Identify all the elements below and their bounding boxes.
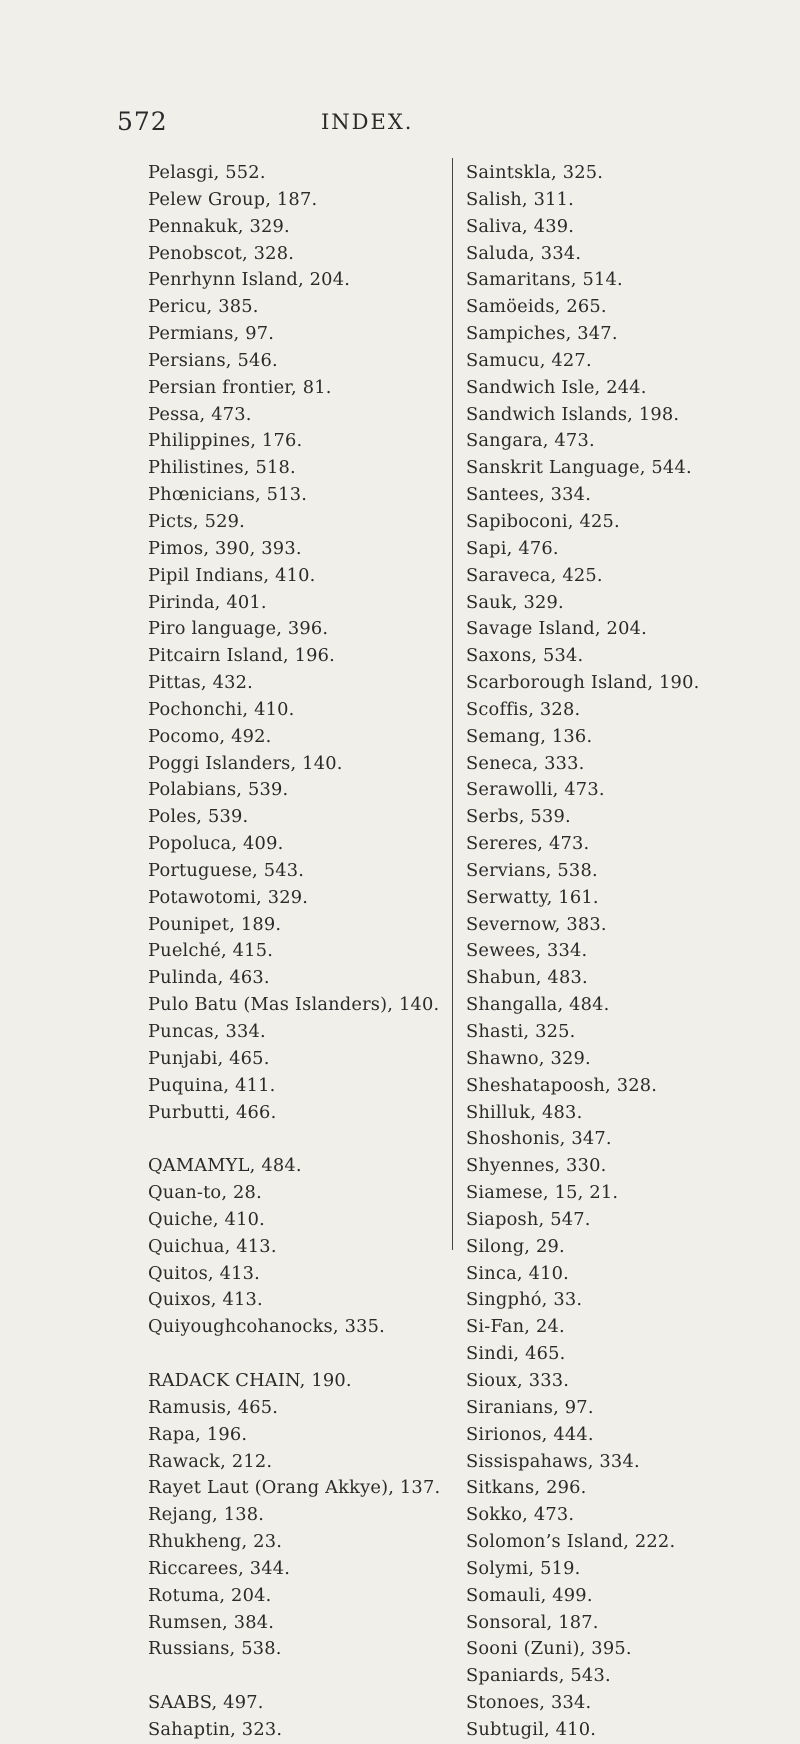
column-divider	[452, 158, 453, 1250]
index-entry: Semang, 136.	[466, 725, 593, 747]
index-entry: Piro language, 396.	[148, 618, 329, 640]
index-entry: Saxons, 534.	[466, 645, 584, 667]
index-entry: Rayet Laut (Orang Akkye), 137.	[148, 1477, 441, 1499]
index-entry: Salish, 311.	[466, 188, 575, 210]
index-entry: Samucu, 427.	[466, 349, 592, 371]
index-entry: Sioux, 333.	[466, 1369, 570, 1391]
index-entry: Persians, 546.	[148, 349, 278, 371]
section-gap	[148, 1126, 438, 1153]
index-entry: Puelché, 415.	[148, 940, 274, 962]
index-entry: Philistines, 518.	[148, 457, 296, 479]
index-entry: Saintskla, 325.	[466, 162, 604, 183]
index-entry: Rejang, 138.	[148, 1504, 265, 1526]
index-entry: Pelew Group, 187.	[148, 188, 318, 210]
index-entry: Sahaptin, 323.	[148, 1718, 283, 1740]
index-entry: Sereres, 473.	[466, 833, 590, 855]
index-entry: Rumsen, 384.	[148, 1611, 275, 1633]
index-entry: Siaposh, 547.	[466, 1208, 591, 1230]
index-entry: Penrhynn Island, 204.	[148, 269, 351, 291]
index-entry: Philippines, 176.	[148, 430, 303, 452]
index-entry: Saliva, 439.	[466, 215, 575, 237]
index-entry: Pocomo, 492.	[148, 725, 272, 747]
index-entry: Puquina, 411.	[148, 1074, 276, 1096]
index-entry: Sapiboconi, 425.	[466, 510, 620, 532]
index-entry: Sooni (Zuni), 395.	[466, 1638, 632, 1660]
index-entry: Riccarees, 344.	[148, 1557, 291, 1579]
index-entry: Shabun, 483.	[466, 967, 588, 989]
index-entry: Subtugil, 410.	[466, 1718, 597, 1740]
index-entry: Sewees, 334.	[466, 940, 588, 962]
index-entry: Shangalla, 484.	[466, 994, 610, 1016]
index-entry: Sapi, 476.	[466, 537, 559, 559]
index-entry: RADACK CHAIN, 190.	[148, 1369, 352, 1391]
index-entry: Shilluk, 483.	[466, 1101, 583, 1123]
index-entry: Sangara, 473.	[466, 430, 595, 452]
index-entry: Silong, 29.	[466, 1235, 565, 1257]
index-entry: Sonsoral, 187.	[466, 1611, 599, 1633]
index-entry: Sauk, 329.	[466, 591, 564, 613]
index-entry: Sitkans, 296.	[466, 1477, 587, 1499]
index-entry: Solymi, 519.	[466, 1557, 581, 1579]
index-entry: Punjabi, 465.	[148, 1047, 270, 1069]
index-entry: Pounipet, 189.	[148, 913, 282, 935]
index-entry: SAABS, 497.	[148, 1692, 264, 1714]
index-entry: Sanskrit Language, 544.	[466, 457, 692, 479]
index-column-left	[148, 160, 441, 1744]
index-entry: Rawack, 212.	[148, 1450, 273, 1472]
index-entry: Solomon’s Island, 222.	[466, 1531, 676, 1553]
index-entry: Samaritans, 514.	[466, 269, 623, 291]
page-title: INDEX.	[321, 110, 414, 134]
index-entry: Quiyoughcohanocks, 335.	[148, 1316, 385, 1338]
index-entry: Permians, 97.	[148, 323, 275, 345]
index-entry: Pennakuk, 329.	[148, 215, 290, 237]
index-entry: Serbs, 539.	[466, 806, 571, 828]
index-entry: Pipil Indians, 410.	[148, 564, 316, 586]
index-entry: Ramusis, 465.	[148, 1396, 279, 1418]
index-entry: Saraveca, 425.	[466, 564, 603, 586]
index-entry: Potawotomi, 329.	[148, 886, 309, 908]
index-entry: Servians, 538.	[466, 859, 598, 881]
index-entry: Pericu, 385.	[148, 296, 259, 318]
index-entry: Pittas, 432.	[148, 672, 253, 694]
index-entry: Sampiches, 347.	[466, 323, 618, 345]
index-entry: Shasti, 325.	[466, 1021, 576, 1042]
index-entry: Persian frontier, 81.	[148, 376, 332, 398]
index-entry: Phœnicians, 513.	[148, 484, 308, 506]
index-entry: Sirionos, 444.	[466, 1423, 594, 1445]
index-entry: Pessa, 473.	[148, 403, 252, 425]
index-entry: Shoshonis, 347.	[466, 1128, 612, 1150]
index-entry: Quixos, 413.	[148, 1289, 263, 1311]
index-entry: Sandwich Isle, 244.	[466, 376, 647, 398]
index-entry: Pochonchi, 410.	[148, 698, 295, 720]
index-entry: Pitcairn Island, 196.	[148, 645, 336, 667]
index-entry: Savage Island, 204.	[466, 618, 647, 640]
index-entry: Severnow, 383.	[466, 913, 607, 935]
index-entry: QAMAMYL, 484.	[148, 1155, 302, 1177]
index-entry: Sokko, 473.	[466, 1504, 575, 1526]
index-entry: Quichua, 413.	[148, 1235, 277, 1257]
page-header	[0, 107, 800, 143]
index-entry: Saluda, 334.	[466, 242, 582, 264]
index-entry: Sissispahaws, 334.	[466, 1450, 640, 1472]
index-entry: Rotuma, 204.	[148, 1584, 272, 1606]
index-entry: Si-Fan, 24.	[466, 1316, 565, 1338]
index-entry: Rhukheng, 23.	[148, 1531, 283, 1553]
section-gap	[148, 1341, 438, 1368]
index-entry: Spaniards, 543.	[466, 1665, 611, 1687]
index-entry: Stonoes, 334.	[466, 1692, 592, 1714]
index-entry: Somauli, 499.	[466, 1584, 593, 1606]
index-entry: Serwatty, 161.	[466, 886, 599, 908]
index-entry: Penobscot, 328.	[148, 242, 295, 264]
index-entry: Quiche, 410.	[148, 1208, 265, 1230]
index-entry: Polabians, 539.	[148, 779, 289, 801]
index-entry: Pulo Batu (Mas Islanders), 140.	[148, 994, 440, 1016]
index-entry: Siamese, 15, 21.	[466, 1182, 619, 1204]
index-entry: Poles, 539.	[148, 806, 249, 828]
index-entry: Picts, 529.	[148, 510, 245, 532]
index-entry: Pimos, 390, 393.	[148, 537, 302, 559]
index-entry: Seneca, 333.	[466, 752, 585, 774]
index-entry: Samöeids, 265.	[466, 296, 607, 318]
section-gap	[148, 1663, 438, 1690]
index-entry: Serawolli, 473.	[466, 779, 605, 801]
index-entry: Sandwich Islands, 198.	[466, 403, 680, 425]
index-entry: Shyennes, 330.	[466, 1155, 607, 1177]
index-entry: Quan-to, 28.	[148, 1182, 262, 1204]
index-entry: Puncas, 334.	[148, 1021, 266, 1042]
index-entry: Sinca, 410.	[466, 1262, 569, 1284]
index-entry: Singphó, 33.	[466, 1289, 583, 1311]
index-entry: Scarborough Island, 190.	[466, 672, 700, 694]
index-entry: Quitos, 413.	[148, 1262, 260, 1284]
index-entry: Rapa, 196.	[148, 1423, 248, 1445]
index-column-right	[466, 160, 786, 1744]
page-number: 572	[117, 107, 168, 136]
index-entry: Scoffis, 328.	[466, 698, 581, 720]
index-entry: Portuguese, 543.	[148, 859, 305, 881]
index-entry: Pulinda, 463.	[148, 967, 270, 989]
index-entry: Purbutti, 466.	[148, 1101, 277, 1123]
index-entry: Shawno, 329.	[466, 1047, 591, 1069]
index-entry: Sheshatapoosh, 328.	[466, 1074, 658, 1096]
index-entry: Santees, 334.	[466, 484, 592, 506]
index-entry: Siranians, 97.	[466, 1396, 594, 1418]
index-entry: Sindi, 465.	[466, 1343, 566, 1365]
index-entry: Poggi Islanders, 140.	[148, 752, 343, 774]
index-entry: Pirinda, 401.	[148, 591, 267, 613]
index-entry: Pelasgi, 552.	[148, 162, 266, 183]
index-entry: Russians, 538.	[148, 1638, 282, 1660]
index-entry: Popoluca, 409.	[148, 833, 284, 855]
